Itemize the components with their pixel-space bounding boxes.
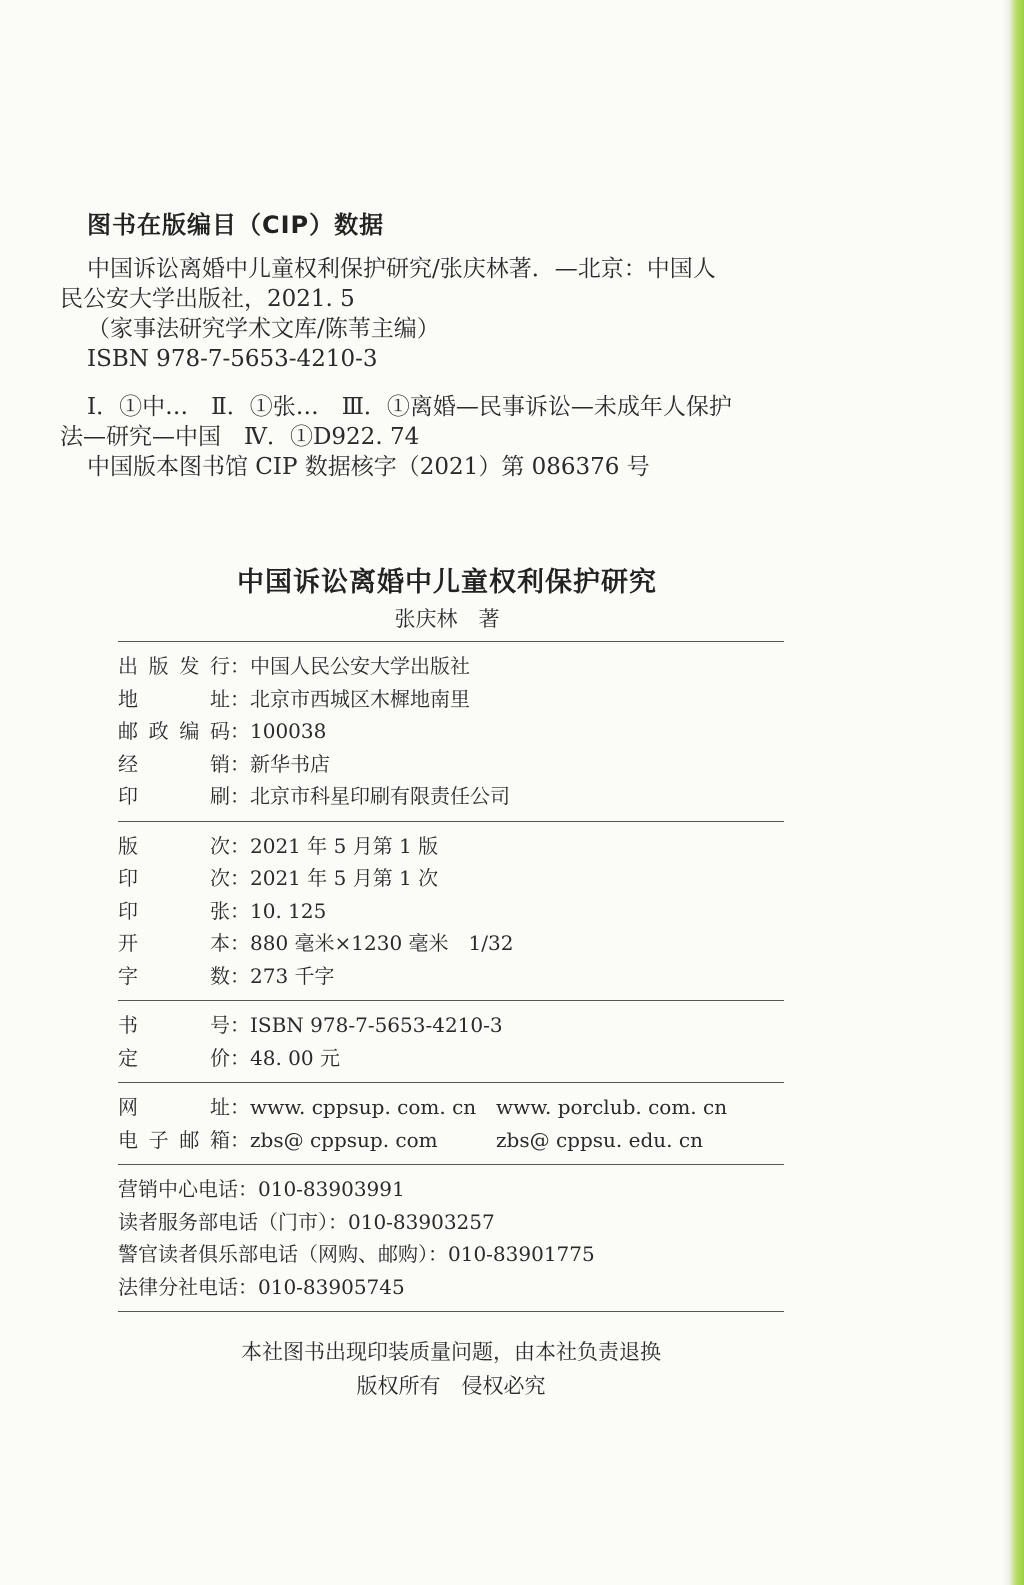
info-value: 北京市科星印刷有限责任公司: [250, 784, 510, 808]
quality-notice: [118, 1335, 784, 1403]
info-row: 邮 政 编 码 ： 100038: [118, 715, 784, 748]
cip-block: [60, 205, 880, 482]
cip-line: ISBN 978-7-5653-4210-3: [87, 346, 378, 372]
price-info: [118, 1009, 784, 1074]
phone-line: 营销中心电话：010-83903991: [118, 1177, 405, 1201]
info-row: 电 子 邮 箱 ： zbs@ cppsup. com zbs@ cppsu. edu. cn: [118, 1124, 784, 1157]
info-label: 开 本: [118, 931, 230, 955]
info-row: 网 址 ： www. cppsup. com. cn www. porclub. com. cn: [118, 1091, 784, 1124]
info-label: 定 价: [118, 1045, 230, 1070]
divider: [118, 821, 784, 822]
divider: [118, 1311, 784, 1312]
info-label: 电 子 邮 箱: [118, 1127, 230, 1152]
divider: [118, 1082, 784, 1083]
email-link[interactable]: zbs@ cppsup. com: [250, 1127, 438, 1152]
cip-line: 民公安大学出版社，2021. 5: [60, 286, 355, 312]
cip-line: （家事法研究学术文库/陈苇主编）: [87, 316, 440, 342]
phone-info: [118, 1173, 784, 1303]
info-row: 印 张 ： 10. 125: [118, 895, 784, 928]
info-label: 印 刷: [118, 784, 230, 808]
website-link[interactable]: www. porclub. com. cn: [496, 1095, 728, 1119]
info-label: 网 址: [118, 1095, 230, 1119]
info-value: 北京市西城区木樨地南里: [250, 686, 470, 711]
isbn-value: ISBN 978-7-5653-4210-3: [250, 1013, 503, 1037]
info-value: 2021 年 5 月第 1 版: [250, 833, 439, 858]
info-row: 印 次 ： 2021 年 5 月第 1 次: [118, 862, 784, 895]
info-row: 出 版 发 行 ： 中国人民公安大学出版社: [118, 650, 784, 683]
info-label: 经 销: [118, 751, 230, 776]
info-value: 新华书店: [250, 751, 330, 776]
info-row: 经 销 ： 新华书店: [118, 748, 784, 781]
info-label: 书 号: [118, 1013, 230, 1037]
page-edge-shadow: [1002, 0, 1010, 1585]
cip-line: 法—研究—中国 Ⅳ．①D922. 74: [60, 424, 420, 450]
info-label: 印 张: [118, 898, 230, 923]
info-row: 版 次 ： 2021 年 5 月第 1 版: [118, 830, 784, 863]
info-label: 印 次: [118, 866, 230, 890]
info-value: 100038: [250, 719, 327, 743]
notice-line: 本社图书出现印装质量问题，由本社负责退换: [241, 1340, 661, 1364]
book-author: 张庆林 著: [394, 607, 500, 631]
info-row: 书 号 ： ISBN 978-7-5653-4210-3: [118, 1009, 784, 1042]
cip-line: 中国诉讼离婚中儿童权利保护研究/张庆林著．—北京：中国人: [87, 256, 716, 282]
phone-line: 法律分社电话：010-83905745: [118, 1274, 405, 1299]
phone-line: 读者服务部电话（门市）：010-83903257: [118, 1209, 495, 1234]
info-label: 邮 政 编 码: [118, 719, 230, 743]
divider: [118, 1164, 784, 1165]
email-link[interactable]: zbs@ cppsu. edu. cn: [496, 1127, 703, 1152]
colophon: [118, 560, 784, 1320]
info-value: 2021 年 5 月第 1 次: [250, 866, 439, 890]
web-info: [118, 1091, 784, 1156]
info-value: 10. 125: [250, 898, 327, 923]
info-row: 字 数 ： 273 千字: [118, 960, 784, 993]
phone-line: 警官读者俱乐部电话（网购、邮购）：010-83901775: [118, 1242, 595, 1266]
book-title: 中国诉讼离婚中儿童权利保护研究: [237, 567, 657, 598]
info-value: 中国人民公安大学出版社: [250, 654, 470, 678]
info-row: 地 址 ： 北京市西城区木樨地南里: [118, 683, 784, 716]
info-label: 字 数: [118, 963, 230, 988]
divider: [118, 1000, 784, 1001]
info-row: 定 价 ： 48. 00 元: [118, 1042, 784, 1075]
info-value: 880 毫米×1230 毫米 1/32: [250, 931, 514, 955]
divider: [118, 641, 784, 642]
cover-edge: [1010, 0, 1024, 1585]
website-link[interactable]: www. cppsup. com. cn: [250, 1095, 477, 1119]
cip-heading: 图书在版编目（CIP）数据: [87, 211, 385, 239]
edition-info: [118, 830, 784, 993]
price-value: 48. 00 元: [250, 1045, 340, 1070]
info-label: 地 址: [118, 686, 230, 711]
copyright-line: 版权所有 侵权必究: [356, 1374, 546, 1398]
info-row: 印 刷 ： 北京市科星印刷有限责任公司: [118, 780, 784, 813]
info-label: 版 次: [118, 833, 230, 858]
cip-line: Ⅰ．①中… Ⅱ．①张… Ⅲ．①离婚—民事诉讼—未成年人保护: [87, 394, 732, 420]
info-value: 273 千字: [250, 963, 335, 988]
info-row: 开 本 ： 880 毫米×1230 毫米 1/32: [118, 927, 784, 960]
publish-info: [118, 650, 784, 813]
cip-line: 中国版本图书馆 CIP 数据核字（2021）第 086376 号: [87, 454, 650, 480]
info-label: 出 版 发 行: [118, 654, 230, 678]
